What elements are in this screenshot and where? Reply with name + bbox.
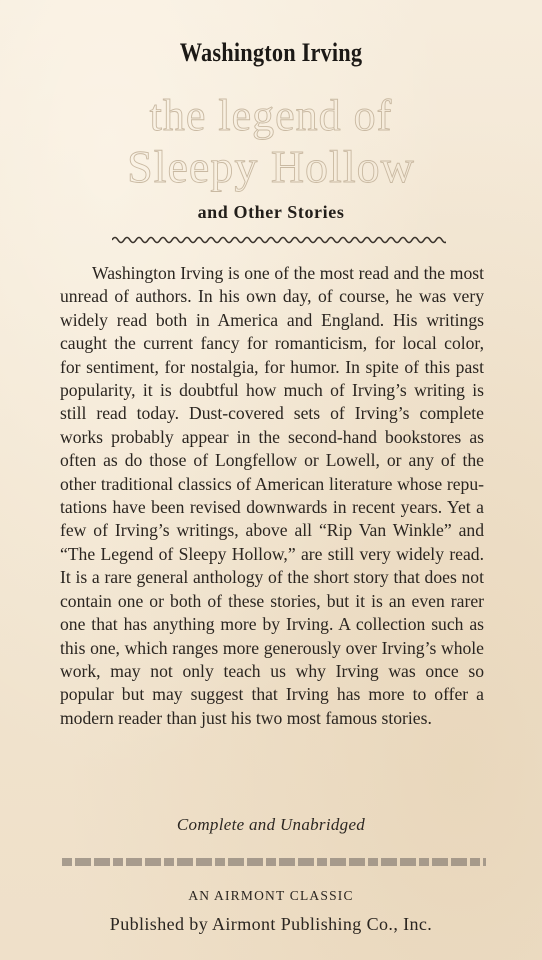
decorative-rule [62, 856, 486, 868]
book-subtitle: and Other Stories [197, 202, 345, 222]
series-name: AN AIRMONT CLASSIC [188, 888, 354, 903]
author-name: Washington Irving [179, 38, 363, 67]
edition-note: Complete and Unabridged [176, 815, 366, 834]
book-title-line-2: Sleepy Hollow [127, 141, 415, 192]
blurb-paragraph: Washington Irving is one of the most read and the most unread of authors. In his own day, of course, he was very widely read both in America and England. His writings caught the current fancy for romanticism, for local color, for sentiment, for nostalgia, for humor. In spite of this past popularity, it is doubtful how much of Irving’s writing is still read today. Dust-covered sets of Irving’s complete works probably appear in the second-hand bookstores as often as do those of Longfellow or Lowell, or any of the other traditional classics of American literature whose reputations have been revised downwards in recent years. Yet a few of Irving’s writings, above all “Rip Van Winkle” and “The Legend of Sleepy Hollow,” are still very widely read. It is a rare general anthology of the short story that does not contain one or both of these stories, but it is an even rarer one that has anything more by Irving. A collection such as this one, which ranges more generously over Irving’s whole work, may not only teach us why Irving was once so popular but may suggest that Irving has more to offer a modern reader than just his two most famous stories. [60, 263, 484, 728]
publisher-line: Published by Airmont Publishing Co., Inc. [109, 914, 433, 934]
ornamental-divider [112, 234, 446, 246]
book-title-line-1: the legend of [149, 91, 393, 140]
